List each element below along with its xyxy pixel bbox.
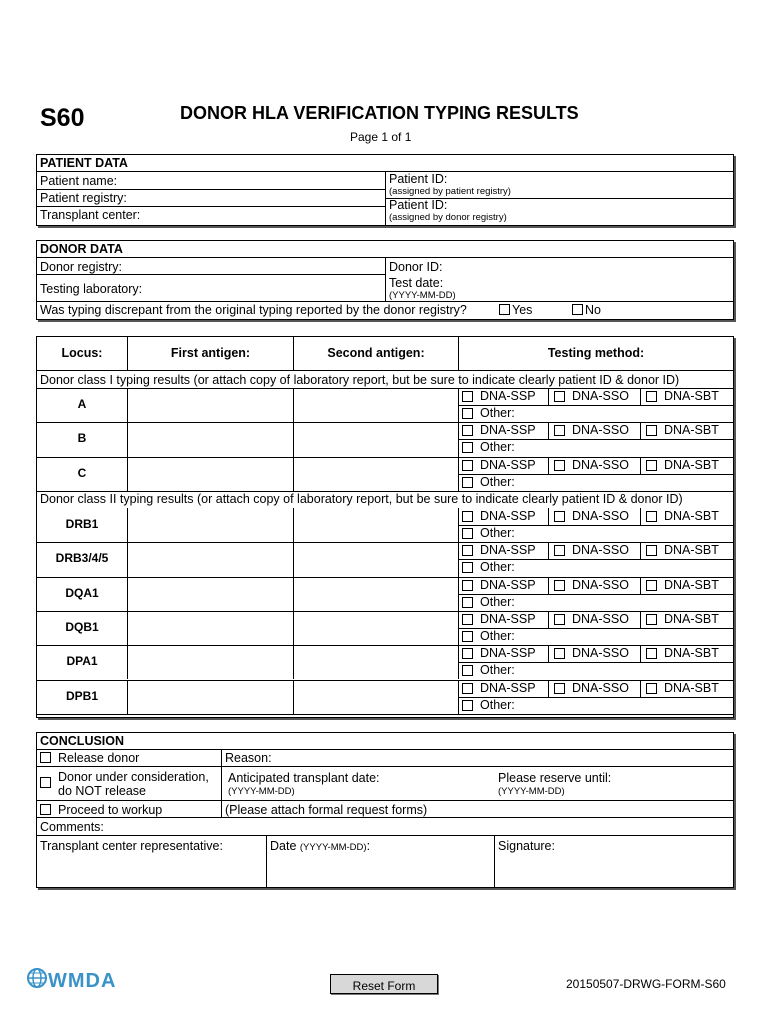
dna-ssp-label: DNA-SSP [480,577,536,592]
patient-registry-label: Patient registry: [40,191,127,205]
dna-ssp-checkbox[interactable] [462,683,473,694]
dna-ssp-checkbox[interactable] [462,460,473,471]
discrepant-question: Was typing discrepant from the original typing reported by the donor registry? [40,303,467,317]
locus-label: DQA1 [65,585,99,600]
col-first-antigen: First antigen: [170,346,251,360]
dna-sso-checkbox[interactable] [554,683,565,694]
first-antigen-field[interactable] [128,508,292,542]
signature-label: Signature: [498,839,555,853]
dna-sso-label: DNA-SSO [572,457,629,472]
test-date-label: Test date: [389,276,444,290]
attach-forms-label: (Please attach formal request forms) [225,803,428,817]
anticipated-date-label: Anticipated transplant date: [228,771,380,785]
wmda-logo-text: WMDA [48,970,117,992]
dna-sbt-checkbox[interactable] [646,580,657,591]
dna-sbt-label: DNA-SBT [664,543,719,558]
dna-ssp-label: DNA-SSP [480,611,536,626]
reason-label: Reason: [225,751,272,765]
globe-icon [26,966,50,992]
page-number: Page 1 of 1 [350,130,412,144]
dna-sbt-checkbox[interactable] [646,648,657,659]
other-method-checkbox[interactable] [462,700,473,711]
dna-sso-label: DNA-SSO [572,423,629,438]
form-title: DONOR HLA VERIFICATION TYPING RESULTS [180,103,579,123]
other-method-checkbox[interactable] [462,562,473,573]
testing-lab-label: Testing laboratory: [40,282,143,296]
comments-label: Comments: [40,820,104,834]
dna-ssp-checkbox[interactable] [462,580,473,591]
consideration-label-2: do NOT release [58,784,147,798]
first-antigen-field[interactable] [128,542,292,576]
dna-ssp-label: DNA-SSP [480,423,536,438]
first-antigen-field[interactable] [128,680,292,714]
donor-data-header: DONOR DATA [40,242,123,256]
col-second-antigen: Second antigen: [327,346,425,360]
conclusion-header: CONCLUSION [40,734,125,748]
other-method-label: Other: [480,629,515,644]
class2-note: Donor class II typing results (or attach copy of laboratory report, but be sure to indicate clearly patient ID & donor ID) [40,492,683,506]
second-antigen-field[interactable] [294,422,457,456]
dna-sso-checkbox[interactable] [554,545,565,556]
workup-checkbox[interactable] [40,804,51,815]
dna-sso-checkbox[interactable] [554,425,565,436]
locus-label: B [77,431,87,446]
patient-id-donor-label: Patient ID: [389,198,448,212]
dna-sso-checkbox[interactable] [554,391,565,402]
dna-sbt-checkbox[interactable] [646,545,657,556]
other-method-label: Other: [480,474,515,489]
dna-ssp-label: DNA-SSP [480,509,536,523]
patient-id-label: Patient ID: [389,172,448,186]
dna-ssp-checkbox[interactable] [462,425,473,436]
patient-name-label: Patient name: [40,174,118,188]
dna-ssp-checkbox[interactable] [462,511,473,522]
dna-sso-label: DNA-SSO [572,543,629,558]
consideration-label-1: Donor under consideration, [58,770,209,784]
locus-label: DQB1 [65,620,99,635]
other-method-label: Other: [480,560,515,575]
locus-label: DPB1 [65,688,98,703]
transplant-center-label: Transplant center: [40,208,141,222]
second-antigen-field[interactable] [294,508,457,542]
dna-sso-label: DNA-SSO [572,646,629,661]
dna-sso-checkbox[interactable] [554,648,565,659]
dna-sbt-checkbox[interactable] [646,511,657,522]
patient-data-header: PATIENT DATA [40,156,128,170]
test-date-format: (YYYY-MM-DD) [389,290,456,301]
dna-sbt-label: DNA-SBT [664,389,719,403]
second-antigen-field[interactable] [294,577,457,611]
dna-ssp-checkbox[interactable] [462,614,473,625]
other-method-label: Other: [480,663,515,678]
first-antigen-field[interactable] [128,645,292,679]
locus-label: A [77,397,87,412]
dna-sbt-label: DNA-SBT [664,509,719,523]
donor-registry-label: Donor registry: [40,260,122,274]
dna-sso-label: DNA-SSO [572,509,629,523]
col-locus: Locus: [61,346,103,360]
other-method-checkbox[interactable] [462,408,473,419]
discrepant-yes-label: Yes [512,303,533,317]
patient-id-donor-note: (assigned by donor registry) [389,212,507,223]
dna-sso-checkbox[interactable] [554,511,565,522]
locus-label: DPA1 [66,654,98,669]
class1-note: Donor class I typing results (or attach copy of laboratory report, but be sure to indicate clearly patient ID & donor ID) [40,373,680,387]
first-antigen-field[interactable] [128,611,292,645]
dna-sbt-label: DNA-SBT [664,577,719,592]
reset-form-button[interactable]: Reset Form [330,974,438,994]
reserve-until-format: (YYYY-MM-DD) [498,786,565,797]
dna-sso-checkbox[interactable] [554,460,565,471]
other-method-label: Other: [480,594,515,609]
patient-id-note: (assigned by patient registry) [389,186,511,197]
first-antigen-field[interactable] [128,457,292,491]
other-method-label: Other: [480,526,515,541]
dna-ssp-label: DNA-SSP [480,457,536,472]
dna-sbt-checkbox[interactable] [646,460,657,471]
other-method-checkbox[interactable] [462,528,473,539]
dna-sso-label: DNA-SSO [572,611,629,626]
wmda-logo [26,966,117,997]
dna-sbt-label: DNA-SBT [664,611,719,626]
other-method-label: Other: [480,440,515,455]
dna-ssp-checkbox[interactable] [462,545,473,556]
other-method-label: Other: [480,697,515,712]
first-antigen-field[interactable] [128,577,292,611]
dna-sbt-label: DNA-SBT [664,646,719,661]
reserve-until-label: Please reserve until: [498,771,612,785]
donor-id-label: Donor ID: [389,260,443,274]
other-method-label: Other: [480,406,515,421]
dna-ssp-label: DNA-SSP [480,543,536,558]
dna-ssp-label: DNA-SSP [480,389,536,403]
second-antigen-field[interactable] [294,388,457,422]
dna-sbt-checkbox[interactable] [646,425,657,436]
locus-label: C [77,465,87,480]
other-method-checkbox[interactable] [462,631,473,642]
dna-sbt-label: DNA-SBT [664,423,719,438]
form-id: 20150507-DRWG-FORM-S60 [566,977,726,991]
other-method-checkbox[interactable] [462,477,473,488]
discrepant-no-checkbox[interactable] [572,304,583,315]
dna-sso-label: DNA-SSO [572,577,629,592]
discrepant-yes-checkbox[interactable] [499,304,510,315]
dna-sbt-checkbox[interactable] [646,391,657,402]
representative-label: Transplant center representative: [40,839,223,853]
first-antigen-field[interactable] [128,422,292,456]
second-antigen-field[interactable] [294,611,457,645]
release-donor-checkbox[interactable] [40,752,51,763]
other-method-checkbox[interactable] [462,665,473,676]
locus-label: DRB1 [65,517,99,532]
col-testing-method: Testing method: [547,346,645,360]
anticipated-date-format: (YYYY-MM-DD) [228,786,295,797]
second-antigen-field[interactable] [294,457,457,491]
workup-label: Proceed to workup [58,803,163,817]
dna-ssp-label: DNA-SSP [480,646,536,661]
dna-sbt-checkbox[interactable] [646,614,657,625]
other-method-checkbox[interactable] [462,597,473,608]
locus-label: DRB3/4/5 [55,551,109,566]
first-antigen-field[interactable] [128,388,292,422]
consideration-checkbox[interactable] [40,777,51,788]
dna-sso-checkbox[interactable] [554,580,565,591]
second-antigen-field[interactable] [294,645,457,679]
second-antigen-field[interactable] [294,542,457,576]
dna-ssp-label: DNA-SSP [480,680,536,695]
dna-sbt-label: DNA-SBT [664,457,719,472]
dna-ssp-checkbox[interactable] [462,648,473,659]
date-label: Date (YYYY-MM-DD): [270,839,371,853]
release-donor-label: Release donor [58,751,140,765]
dna-ssp-checkbox[interactable] [462,391,473,402]
dna-sbt-checkbox[interactable] [646,683,657,694]
dna-sso-label: DNA-SSO [572,389,629,403]
other-method-checkbox[interactable] [462,442,473,453]
dna-sso-label: DNA-SSO [572,680,629,695]
dna-sbt-label: DNA-SBT [664,680,719,695]
form-code: S60 [40,104,85,132]
second-antigen-field[interactable] [294,680,457,714]
discrepant-no-label: No [585,303,601,317]
dna-sso-checkbox[interactable] [554,614,565,625]
